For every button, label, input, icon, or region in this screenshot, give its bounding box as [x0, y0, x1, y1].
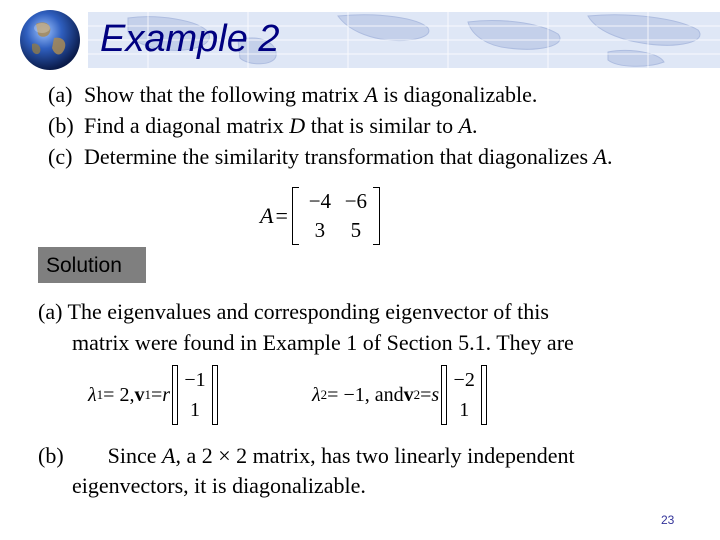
- problem-label: (b): [48, 113, 74, 138]
- solution-line: matrix were found in Example 1 of Section 5.1. They are: [72, 330, 574, 355]
- page-number: 23: [661, 513, 675, 527]
- eigenpair-1: λ 1 = 2, v 1 = r −1 1: [88, 364, 218, 426]
- problem-label: (c): [48, 144, 73, 169]
- vector-cell: 1: [190, 399, 201, 421]
- matrix-cell: −4: [308, 189, 332, 213]
- matrix-a: [260, 186, 380, 246]
- problem-label: (a): [48, 82, 73, 107]
- solution-line: (b) Since A, a 2 × 2 matrix, has two linearly independent: [38, 443, 575, 468]
- solution-line: eigenvectors, it is diagonalizable.: [72, 473, 366, 498]
- solution-label: Solution: [38, 247, 146, 283]
- vector-cell: 1: [459, 399, 470, 421]
- solution-part-b: [38, 441, 575, 501]
- eigenpair-2: λ 2 = −1, and v 2 = s −2 1: [312, 364, 487, 426]
- matrix-lhs: A: [260, 203, 274, 228]
- right-bracket: [212, 365, 218, 425]
- problem-text: Find a diagonal matrix D that is similar to A.: [84, 113, 478, 138]
- problem-list: [48, 79, 612, 172]
- eigenvector-1: [178, 365, 212, 425]
- solution-line: (a) The eigenvalues and corresponding eigenvector of this: [38, 299, 549, 324]
- problem-text: Show that the following matrix A is diagonalizable.: [84, 82, 538, 107]
- matrix-cell: −6: [344, 189, 368, 213]
- problem-text: Determine the similarity transformation that diagonalizes A.: [84, 144, 613, 169]
- right-bracket: [481, 365, 487, 425]
- globe-icon: [18, 8, 82, 72]
- problem-b: [48, 110, 612, 141]
- matrix-cell: 5: [350, 218, 362, 242]
- vector-cell: −2: [453, 369, 475, 391]
- problem-c: [48, 141, 612, 172]
- slide-title: Example 2: [100, 18, 280, 60]
- eigenvector-2: [447, 365, 481, 425]
- vector-cell: −1: [184, 369, 206, 391]
- problem-a: [48, 79, 612, 110]
- right-bracket: [373, 187, 380, 245]
- matrix-cells: [299, 187, 373, 245]
- matrix-cell: 3: [314, 218, 326, 242]
- solution-part-a: [38, 296, 574, 358]
- matrix-equals: =: [275, 203, 288, 228]
- left-bracket: [292, 187, 299, 245]
